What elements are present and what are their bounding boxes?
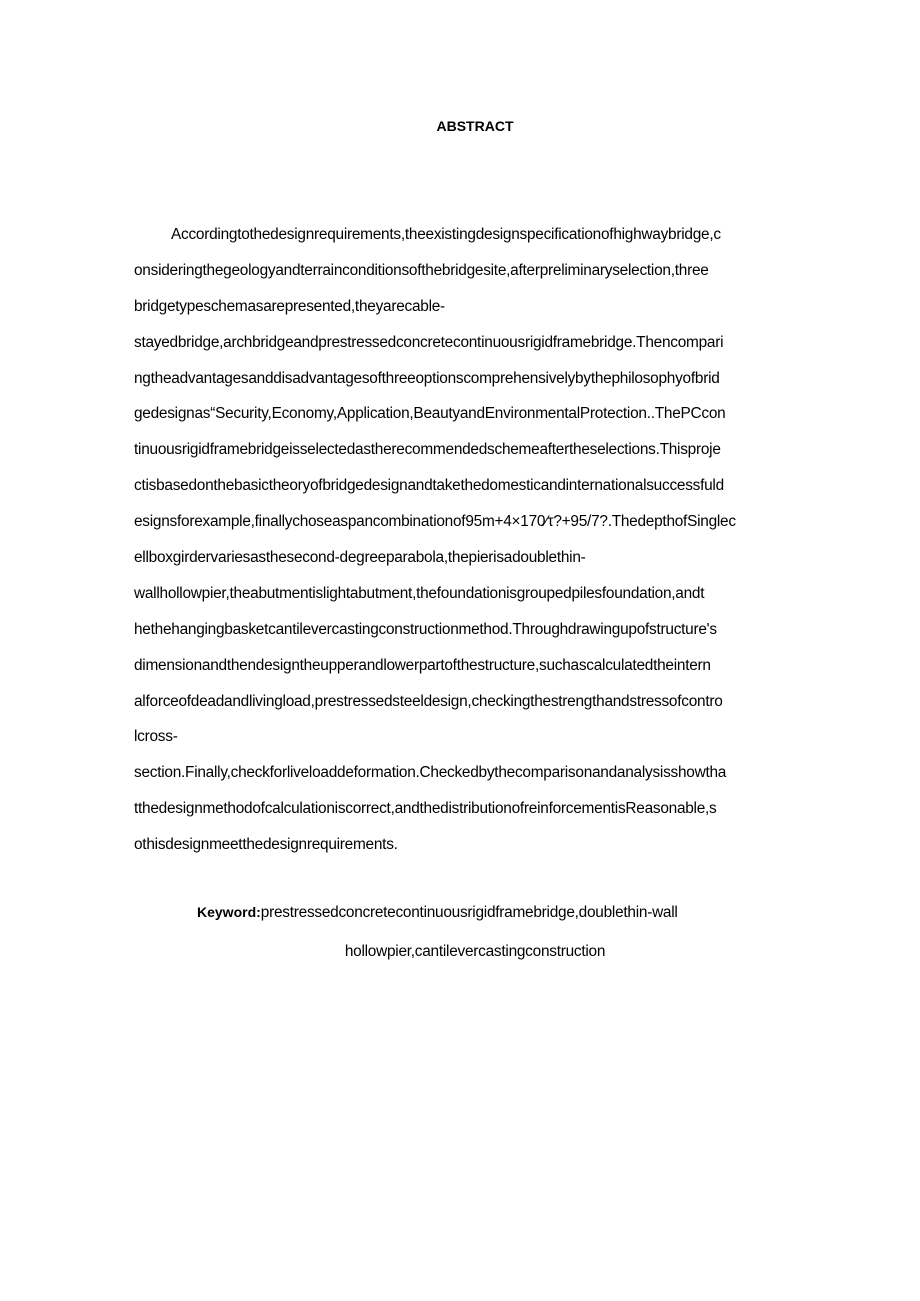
abstract-body: [134, 222, 824, 868]
abstract-line: othisdesignmeetthedesignrequirements.: [134, 836, 398, 854]
abstract-title: ABSTRACT: [436, 118, 514, 134]
abstract-line: section.Finally,checkforliveloaddeformation.Checkedbythecomparisonandanalysisshowtha: [134, 764, 727, 782]
abstract-line: bridgetypeschemasarepresented,theyarecable-: [134, 297, 445, 315]
abstract-line: gedesignas“Security,Economy,Application,BeautyandEnvironmentalProtection..ThePCcon: [134, 405, 726, 423]
abstract-line: stayedbridge,archbridgeandprestressedconcretecontinuousrigidframebridge.Thencompari: [134, 333, 724, 351]
abstract-line: ngtheadvantagesanddisadvantagesofthreeoptionscomprehensivelybythephilosophyofbrid: [134, 369, 720, 387]
abstract-line: hethehangingbasketcantilevercastingconstructionmethod.Throughdrawingupofstructure's: [134, 620, 717, 638]
keyword-line-continued: hollowpier,cantilevercastingconstruction: [344, 943, 606, 960]
keyword-line: [197, 904, 678, 922]
abstract-line: wallhollowpier,theabutmentislightabutment,thefoundationisgroupedpilesfoundation,andt: [134, 584, 705, 602]
abstract-line: tthedesignmethodofcalculationiscorrect,andthedistributionofreinforcementisReasonable,s: [134, 800, 717, 818]
abstract-line: lcross-: [134, 728, 178, 746]
abstract-line: onsideringthegeologyandterrainconditionsofthebridgesite,afterpreliminaryselection,three: [134, 261, 709, 279]
abstract-line: esignsforexample,finallychoseaspancombinationof95m+4×170∕τ?+95/7?.ThedepthofSinglec: [134, 513, 736, 531]
abstract-line: dimensionandthendesigntheupperandlowerpartofthestructure,suchascalculatedtheintern: [134, 656, 711, 674]
abstract-line: Accordingtothedesignrequirements,theexistingdesignspecificationofhighwaybridge,c: [171, 226, 721, 243]
abstract-line: tinuousrigidframebridgeisselectedastherecommendedschemeaftertheselections.Thisproje: [134, 441, 721, 459]
abstract-line: ctisbasedonthebasictheoryofbridgedesignandtakethedomesticandinternationalsuccessfuld: [134, 477, 724, 495]
keyword-text: prestressedconcretecontinuousrigidframebridge,doublethin-wall: [260, 904, 678, 921]
keyword-label: Keyword:: [197, 904, 261, 920]
abstract-line: alforceofdeadandlivingload,prestressedsteeldesign,checkingthestrengthandstressofcontro: [134, 692, 723, 710]
abstract-line: ellboxgirdervariesasthesecond-degreeparabola,thepierisadoublethin-: [134, 549, 586, 567]
